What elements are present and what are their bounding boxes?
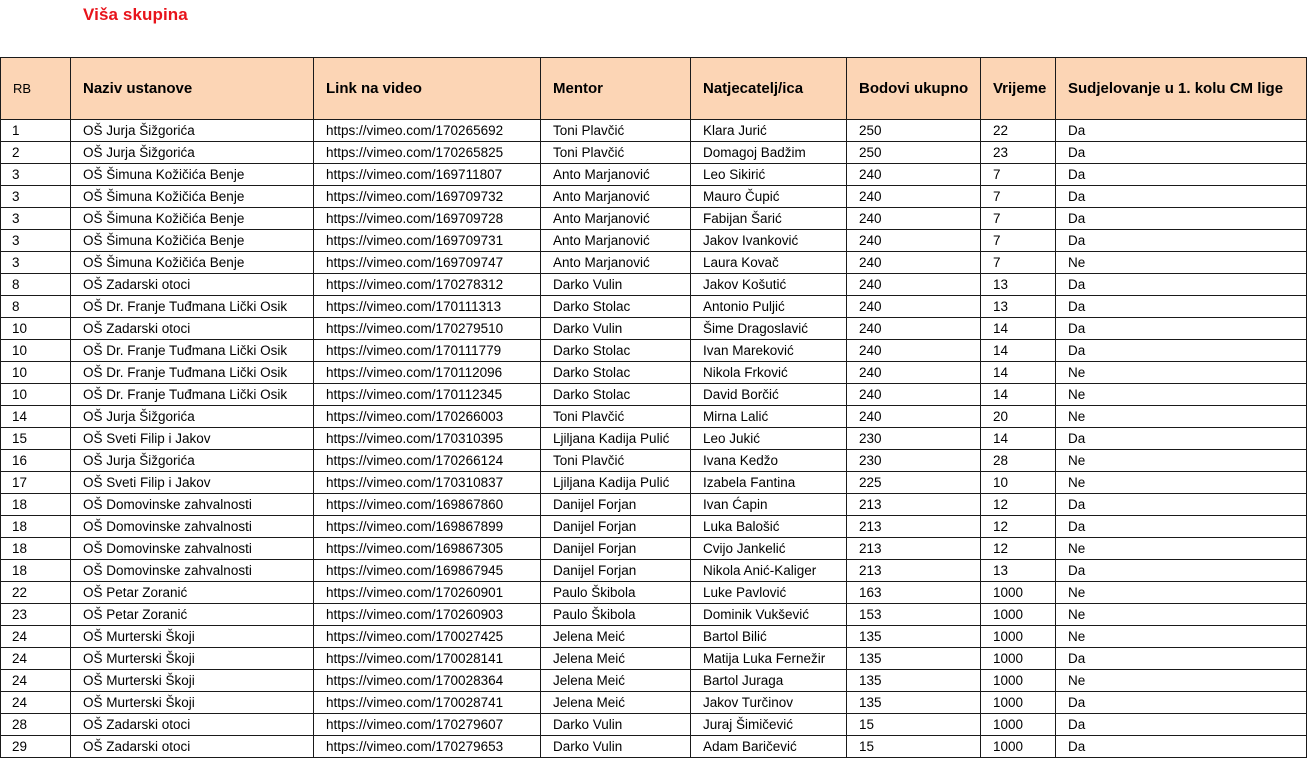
- cell-rb: 3: [1, 252, 71, 274]
- cell-total-points: 240: [847, 186, 981, 208]
- table-row: [1, 494, 1307, 516]
- table-row: [1, 538, 1307, 560]
- cell-time: 1000: [981, 714, 1056, 736]
- cell-contestant: Bartol Juraga: [691, 670, 847, 692]
- cell-video-link[interactable]: https://vimeo.com/170260903: [314, 604, 541, 626]
- cell-video-link[interactable]: https://vimeo.com/169867899: [314, 516, 541, 538]
- cell-institution: OŠ Šimuna Kožičića Benje: [71, 252, 314, 274]
- table-row: [1, 670, 1307, 692]
- cell-contestant: Jakov Ivanković: [691, 230, 847, 252]
- cell-rb: 16: [1, 450, 71, 472]
- cell-institution: OŠ Murterski Škoji: [71, 648, 314, 670]
- cell-mentor: Paulo Škibola: [541, 582, 691, 604]
- cell-participation: Da: [1056, 230, 1307, 252]
- cell-participation: Da: [1056, 186, 1307, 208]
- table-row: [1, 648, 1307, 670]
- table-row: [1, 472, 1307, 494]
- cell-time: 1000: [981, 582, 1056, 604]
- cell-video-link[interactable]: https://vimeo.com/170279653: [314, 736, 541, 758]
- cell-institution: OŠ Dr. Franje Tuđmana Lički Osik: [71, 340, 314, 362]
- cell-participation: Da: [1056, 648, 1307, 670]
- table-row: [1, 186, 1307, 208]
- cell-mentor: Darko Stolac: [541, 362, 691, 384]
- cell-total-points: 240: [847, 318, 981, 340]
- cell-institution: OŠ Dr. Franje Tuđmana Lički Osik: [71, 384, 314, 406]
- table-row: [1, 736, 1307, 758]
- cell-total-points: 250: [847, 142, 981, 164]
- cell-contestant: Ivan Mareković: [691, 340, 847, 362]
- cell-rb: 29: [1, 736, 71, 758]
- cell-participation: Da: [1056, 164, 1307, 186]
- cell-mentor: Anto Marjanović: [541, 164, 691, 186]
- cell-contestant: Domagoj Badžim: [691, 142, 847, 164]
- cell-video-link[interactable]: https://vimeo.com/170279607: [314, 714, 541, 736]
- cell-contestant: Klara Jurić: [691, 120, 847, 142]
- cell-institution: OŠ Domovinske zahvalnosti: [71, 560, 314, 582]
- cell-rb: 15: [1, 428, 71, 450]
- cell-time: 1000: [981, 692, 1056, 714]
- cell-total-points: 213: [847, 516, 981, 538]
- cell-participation: Da: [1056, 120, 1307, 142]
- cell-time: 7: [981, 164, 1056, 186]
- cell-time: 13: [981, 560, 1056, 582]
- cell-mentor: Toni Plavčić: [541, 120, 691, 142]
- table-row: [1, 626, 1307, 648]
- cell-mentor: Darko Vulin: [541, 736, 691, 758]
- cell-contestant: Mauro Čupić: [691, 186, 847, 208]
- cell-institution: OŠ Jurja Šižgorića: [71, 142, 314, 164]
- cell-contestant: Mirna Lalić: [691, 406, 847, 428]
- cell-institution: OŠ Domovinske zahvalnosti: [71, 516, 314, 538]
- cell-time: 12: [981, 538, 1056, 560]
- cell-participation: Da: [1056, 274, 1307, 296]
- cell-time: 14: [981, 318, 1056, 340]
- cell-time: 7: [981, 208, 1056, 230]
- cell-video-link[interactable]: https://vimeo.com/169867305: [314, 538, 541, 560]
- table-row: [1, 230, 1307, 252]
- table-row: [1, 516, 1307, 538]
- cell-contestant: Jakov Košutić: [691, 274, 847, 296]
- cell-participation: Ne: [1056, 384, 1307, 406]
- cell-time: 14: [981, 428, 1056, 450]
- table-row: [1, 450, 1307, 472]
- cell-total-points: 240: [847, 164, 981, 186]
- table-row: [1, 164, 1307, 186]
- cell-rb: 3: [1, 164, 71, 186]
- cell-total-points: 135: [847, 670, 981, 692]
- table-row: [1, 384, 1307, 406]
- cell-rb: 18: [1, 494, 71, 516]
- table-row: [1, 692, 1307, 714]
- cell-video-link[interactable]: https://vimeo.com/169867860: [314, 494, 541, 516]
- cell-video-link[interactable]: https://vimeo.com/169711807: [314, 164, 541, 186]
- column-header-participation: Sudjelovanje u 1. kolu CM lige: [1056, 58, 1307, 120]
- cell-mentor: Darko Stolac: [541, 340, 691, 362]
- cell-participation: Da: [1056, 736, 1307, 758]
- column-header-contestant: Natjecatelj/ica: [691, 58, 847, 120]
- cell-video-link[interactable]: https://vimeo.com/170112345: [314, 384, 541, 406]
- cell-mentor: Anto Marjanović: [541, 252, 691, 274]
- cell-video-link[interactable]: https://vimeo.com/170266003: [314, 406, 541, 428]
- cell-total-points: 15: [847, 736, 981, 758]
- cell-total-points: 135: [847, 626, 981, 648]
- column-header-institution: Naziv ustanove: [71, 58, 314, 120]
- column-header-time: Vrijeme: [981, 58, 1056, 120]
- cell-participation: Da: [1056, 318, 1307, 340]
- cell-institution: OŠ Domovinske zahvalnosti: [71, 538, 314, 560]
- table-row: [1, 604, 1307, 626]
- cell-mentor: Danijel Forjan: [541, 494, 691, 516]
- cell-institution: OŠ Jurja Šižgorića: [71, 120, 314, 142]
- cell-mentor: Toni Plavčić: [541, 450, 691, 472]
- cell-participation: Da: [1056, 428, 1307, 450]
- cell-time: 14: [981, 340, 1056, 362]
- cell-mentor: Darko Vulin: [541, 274, 691, 296]
- cell-institution: OŠ Dr. Franje Tuđmana Lički Osik: [71, 296, 314, 318]
- cell-video-link[interactable]: https://vimeo.com/170260901: [314, 582, 541, 604]
- page-title: Viša skupina: [83, 5, 188, 24]
- cell-rb: 23: [1, 604, 71, 626]
- cell-institution: OŠ Domovinske zahvalnosti: [71, 494, 314, 516]
- cell-time: 22: [981, 120, 1056, 142]
- cell-total-points: 240: [847, 252, 981, 274]
- cell-participation: Da: [1056, 340, 1307, 362]
- column-header-video-link: Link na video: [314, 58, 541, 120]
- table-row: [1, 208, 1307, 230]
- cell-time: 13: [981, 296, 1056, 318]
- cell-contestant: Ivan Ćapin: [691, 494, 847, 516]
- cell-total-points: 240: [847, 406, 981, 428]
- cell-time: 20: [981, 406, 1056, 428]
- cell-time: 14: [981, 362, 1056, 384]
- cell-contestant: Nikola Frković: [691, 362, 847, 384]
- cell-contestant: Leo Jukić: [691, 428, 847, 450]
- cell-time: 1000: [981, 626, 1056, 648]
- cell-total-points: 250: [847, 120, 981, 142]
- cell-contestant: David Borčić: [691, 384, 847, 406]
- cell-rb: 3: [1, 208, 71, 230]
- cell-video-link[interactable]: https://vimeo.com/169709728: [314, 208, 541, 230]
- table-row: [1, 582, 1307, 604]
- cell-rb: 1: [1, 120, 71, 142]
- cell-contestant: Luka Balošić: [691, 516, 847, 538]
- cell-mentor: Darko Stolac: [541, 296, 691, 318]
- results-table: [0, 57, 1307, 758]
- cell-video-link[interactable]: https://vimeo.com/170266124: [314, 450, 541, 472]
- cell-time: 1000: [981, 670, 1056, 692]
- cell-time: 7: [981, 252, 1056, 274]
- table-row: [1, 406, 1307, 428]
- cell-participation: Da: [1056, 494, 1307, 516]
- cell-contestant: Bartol Bilić: [691, 626, 847, 648]
- cell-video-link[interactable]: https://vimeo.com/170278312: [314, 274, 541, 296]
- cell-contestant: Fabijan Šarić: [691, 208, 847, 230]
- table-row: [1, 560, 1307, 582]
- cell-time: 13: [981, 274, 1056, 296]
- cell-time: 1000: [981, 604, 1056, 626]
- cell-rb: 2: [1, 142, 71, 164]
- cell-total-points: 135: [847, 692, 981, 714]
- cell-institution: OŠ Petar Zoranić: [71, 604, 314, 626]
- table-row: [1, 120, 1307, 142]
- cell-video-link[interactable]: https://vimeo.com/170028741: [314, 692, 541, 714]
- cell-rb: 10: [1, 340, 71, 362]
- cell-contestant: Cvijo Jankelić: [691, 538, 847, 560]
- cell-time: 7: [981, 230, 1056, 252]
- cell-mentor: Ljiljana Kadija Pulić: [541, 472, 691, 494]
- cell-contestant: Antonio Puljić: [691, 296, 847, 318]
- table-row: [1, 714, 1307, 736]
- cell-rb: 10: [1, 318, 71, 340]
- cell-participation: Ne: [1056, 472, 1307, 494]
- cell-video-link[interactable]: https://vimeo.com/170310837: [314, 472, 541, 494]
- cell-total-points: 153: [847, 604, 981, 626]
- column-header-total-points: Bodovi ukupno: [847, 58, 981, 120]
- cell-rb: 8: [1, 274, 71, 296]
- cell-time: 1000: [981, 648, 1056, 670]
- cell-rb: 24: [1, 670, 71, 692]
- cell-time: 23: [981, 142, 1056, 164]
- cell-mentor: Jelena Meić: [541, 626, 691, 648]
- cell-video-link[interactable]: https://vimeo.com/170265692: [314, 120, 541, 142]
- cell-institution: OŠ Murterski Škoji: [71, 670, 314, 692]
- cell-rb: 24: [1, 692, 71, 714]
- cell-mentor: Danijel Forjan: [541, 516, 691, 538]
- cell-time: 28: [981, 450, 1056, 472]
- cell-participation: Da: [1056, 208, 1307, 230]
- cell-institution: OŠ Šimuna Kožičića Benje: [71, 208, 314, 230]
- cell-time: 12: [981, 516, 1056, 538]
- cell-rb: 18: [1, 560, 71, 582]
- cell-institution: OŠ Sveti Filip i Jakov: [71, 472, 314, 494]
- cell-video-link[interactable]: https://vimeo.com/169867945: [314, 560, 541, 582]
- cell-mentor: Anto Marjanović: [541, 208, 691, 230]
- cell-participation: Da: [1056, 692, 1307, 714]
- header-row: [1, 58, 1307, 120]
- cell-total-points: 213: [847, 538, 981, 560]
- cell-mentor: Darko Stolac: [541, 384, 691, 406]
- cell-rb: 3: [1, 230, 71, 252]
- table-row: [1, 296, 1307, 318]
- cell-participation: Da: [1056, 296, 1307, 318]
- cell-contestant: Ivana Kedžo: [691, 450, 847, 472]
- cell-institution: OŠ Jurja Šižgorića: [71, 450, 314, 472]
- cell-contestant: Šime Dragoslavić: [691, 318, 847, 340]
- cell-contestant: Leo Sikirić: [691, 164, 847, 186]
- cell-video-link[interactable]: https://vimeo.com/170028141: [314, 648, 541, 670]
- cell-institution: OŠ Zadarski otoci: [71, 714, 314, 736]
- cell-institution: OŠ Dr. Franje Tuđmana Lički Osik: [71, 362, 314, 384]
- cell-mentor: Danijel Forjan: [541, 560, 691, 582]
- table-row: [1, 362, 1307, 384]
- cell-mentor: Toni Plavčić: [541, 142, 691, 164]
- cell-contestant: Dominik Vukšević: [691, 604, 847, 626]
- cell-institution: OŠ Šimuna Kožičića Benje: [71, 164, 314, 186]
- cell-contestant: Laura Kovač: [691, 252, 847, 274]
- cell-participation: Ne: [1056, 538, 1307, 560]
- table-row: [1, 428, 1307, 450]
- table-row: [1, 340, 1307, 362]
- cell-total-points: 225: [847, 472, 981, 494]
- cell-video-link[interactable]: https://vimeo.com/169709731: [314, 230, 541, 252]
- cell-time: 10: [981, 472, 1056, 494]
- cell-participation: Ne: [1056, 626, 1307, 648]
- cell-rb: 28: [1, 714, 71, 736]
- table-row: [1, 318, 1307, 340]
- cell-total-points: 240: [847, 340, 981, 362]
- cell-video-link[interactable]: https://vimeo.com/170111779: [314, 340, 541, 362]
- cell-video-link[interactable]: https://vimeo.com/169709747: [314, 252, 541, 274]
- cell-time: 1000: [981, 736, 1056, 758]
- cell-rb: 24: [1, 648, 71, 670]
- cell-institution: OŠ Šimuna Kožičića Benje: [71, 230, 314, 252]
- cell-time: 14: [981, 384, 1056, 406]
- cell-mentor: Darko Vulin: [541, 318, 691, 340]
- cell-total-points: 230: [847, 428, 981, 450]
- cell-time: 7: [981, 186, 1056, 208]
- cell-total-points: 135: [847, 648, 981, 670]
- cell-rb: 17: [1, 472, 71, 494]
- cell-total-points: 240: [847, 384, 981, 406]
- cell-contestant: Juraj Šimičević: [691, 714, 847, 736]
- cell-video-link[interactable]: https://vimeo.com/170028364: [314, 670, 541, 692]
- cell-participation: Ne: [1056, 604, 1307, 626]
- cell-mentor: Anto Marjanović: [541, 230, 691, 252]
- cell-total-points: 240: [847, 230, 981, 252]
- cell-mentor: Ljiljana Kadija Pulić: [541, 428, 691, 450]
- cell-mentor: Jelena Meić: [541, 648, 691, 670]
- table-row: [1, 252, 1307, 274]
- cell-video-link[interactable]: https://vimeo.com/170265825: [314, 142, 541, 164]
- cell-video-link[interactable]: https://vimeo.com/169709732: [314, 186, 541, 208]
- cell-institution: OŠ Petar Zoranić: [71, 582, 314, 604]
- cell-total-points: 240: [847, 274, 981, 296]
- table-body: [1, 120, 1307, 758]
- cell-mentor: Jelena Meić: [541, 670, 691, 692]
- cell-participation: Da: [1056, 560, 1307, 582]
- cell-video-link[interactable]: https://vimeo.com/170111313: [314, 296, 541, 318]
- cell-rb: 18: [1, 538, 71, 560]
- cell-participation: Ne: [1056, 582, 1307, 604]
- cell-video-link[interactable]: https://vimeo.com/170027425: [314, 626, 541, 648]
- cell-video-link[interactable]: https://vimeo.com/170112096: [314, 362, 541, 384]
- cell-rb: 3: [1, 186, 71, 208]
- cell-participation: Da: [1056, 142, 1307, 164]
- cell-participation: Ne: [1056, 406, 1307, 428]
- cell-contestant: Adam Baričević: [691, 736, 847, 758]
- cell-participation: Ne: [1056, 450, 1307, 472]
- cell-mentor: Paulo Škibola: [541, 604, 691, 626]
- cell-mentor: Darko Vulin: [541, 714, 691, 736]
- column-header-rb: RB: [1, 58, 71, 120]
- cell-participation: Ne: [1056, 252, 1307, 274]
- cell-participation: Ne: [1056, 362, 1307, 384]
- cell-total-points: 240: [847, 296, 981, 318]
- cell-rb: 22: [1, 582, 71, 604]
- cell-video-link[interactable]: https://vimeo.com/170310395: [314, 428, 541, 450]
- cell-participation: Ne: [1056, 670, 1307, 692]
- cell-contestant: Luke Pavlović: [691, 582, 847, 604]
- table-row: [1, 142, 1307, 164]
- cell-institution: OŠ Zadarski otoci: [71, 318, 314, 340]
- cell-mentor: Toni Plavčić: [541, 406, 691, 428]
- cell-institution: OŠ Zadarski otoci: [71, 736, 314, 758]
- cell-total-points: 213: [847, 494, 981, 516]
- cell-contestant: Izabela Fantina: [691, 472, 847, 494]
- cell-institution: OŠ Murterski Škoji: [71, 626, 314, 648]
- cell-rb: 18: [1, 516, 71, 538]
- cell-video-link[interactable]: https://vimeo.com/170279510: [314, 318, 541, 340]
- cell-mentor: Jelena Meić: [541, 692, 691, 714]
- cell-total-points: 240: [847, 362, 981, 384]
- cell-participation: Da: [1056, 516, 1307, 538]
- cell-total-points: 163: [847, 582, 981, 604]
- cell-institution: OŠ Jurja Šižgorića: [71, 406, 314, 428]
- cell-contestant: Matija Luka Fernežir: [691, 648, 847, 670]
- cell-rb: 24: [1, 626, 71, 648]
- cell-institution: OŠ Murterski Škoji: [71, 692, 314, 714]
- cell-institution: OŠ Šimuna Kožičića Benje: [71, 186, 314, 208]
- cell-contestant: Nikola Anić-Kaliger: [691, 560, 847, 582]
- cell-total-points: 213: [847, 560, 981, 582]
- table-row: [1, 274, 1307, 296]
- cell-mentor: Anto Marjanović: [541, 186, 691, 208]
- cell-institution: OŠ Zadarski otoci: [71, 274, 314, 296]
- cell-rb: 14: [1, 406, 71, 428]
- cell-mentor: Danijel Forjan: [541, 538, 691, 560]
- cell-rb: 8: [1, 296, 71, 318]
- cell-institution: OŠ Sveti Filip i Jakov: [71, 428, 314, 450]
- cell-contestant: Jakov Turčinov: [691, 692, 847, 714]
- cell-rb: 10: [1, 362, 71, 384]
- cell-total-points: 240: [847, 208, 981, 230]
- cell-time: 12: [981, 494, 1056, 516]
- cell-total-points: 230: [847, 450, 981, 472]
- column-header-mentor: Mentor: [541, 58, 691, 120]
- cell-participation: Da: [1056, 714, 1307, 736]
- cell-total-points: 15: [847, 714, 981, 736]
- cell-rb: 10: [1, 384, 71, 406]
